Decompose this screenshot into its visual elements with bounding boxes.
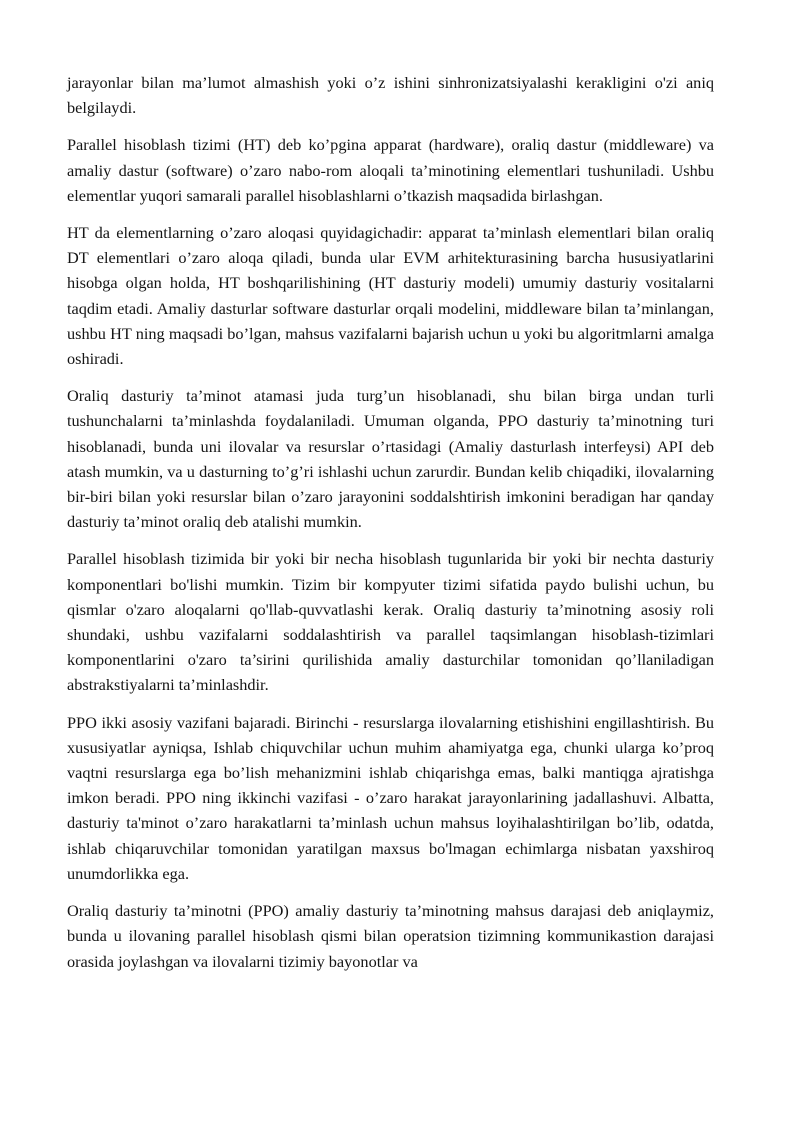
paragraph-3: HT da elementlarning o’zaro aloqasi quyidagichadir: apparat ta’minlash elementlari bilan oraliq DT elementlari o’zaro aloqa qiladi, bunda ular EVM arhitekturasining barcha hususiyatlarini hisobga olgan holda, HT boshqarilishining (HT dasturiy modeli) umumiy dasturiy vositalarni taqdim etadi. Amaliy dasturlar software dasturlar orqali modelini, middleware bilan ta’minlangan, ushbu HT ning maqsadi bo’lgan, mahsus vazifalarni bajarish uchun u yoki bu algoritmlarni amalga oshiradi.	[67, 223, 714, 369]
paragraph-2: Parallel hisoblash tizimi (HT) deb ko’pgina apparat (hardware), oraliq dastur (middleware) va amaliy dastur (software) o’zaro nabo-rom aloqali ta’minotining elementlari tushuniladi. Ushbu elementlar yuqori samarali parallel hisoblashlarni o’tkazish maqsadida birlashgan.	[67, 135, 714, 205]
paragraph-7: Oraliq dasturiy ta’minotni (PPO) amaliy dasturiy ta’minotning mahsus darajasi deb aniqlaymiz, bunda u ilovaning parallel hisoblash qismi bilan operatsion tizimning kommunikastion darajasi orasida joylashgan va ilovalarni tizimiy bayonotlar va	[67, 901, 714, 971]
paragraph-6: PPO ikki asosiy vazifani bajaradi. Birinchi - resurslarga ilovalarning etishishini engillashtirish. Bu xususiyatlar ayniqsa, Ishlab chiquvchilar uchun muhim ahamiyatga ega, chunki ularga ko’proq vaqtni resurslarga ega bo’lish mehanizmini ishlab chiqarishga emas, balki mantiqga ajratishga imkon beradi. PPO ning ikkinchi vazifasi - o’zaro harakat jarayonlarining jadallashuvi. Albatta, dasturiy ta'minot o’zaro harakatlarni ta’minlash uchun mahsus loyihalashtirilgan bo’lib, odatda, ishlab chiqaruvchilar tomonidan yaratilgan maxsus bo'lmagan echimlarga nisbatan yaxshiroq unumdorlikka ega.	[67, 712, 714, 883]
document-page	[67, 70, 714, 974]
paragraph-5: Parallel hisoblash tizimida bir yoki bir necha hisoblash tugunlarida bir yoki bir nechta dasturiy komponentlari bo'lishi mumkin. Tizim bir kompyuter tizimi sifatida paydo bulishi uchun, bu qismlar o'zaro aloqalarni qo'llab-quvvatlashi kerak. Oraliq dasturiy ta’minotning asosiy roli shundaki, ushbu vazifalarni soddalashtirish va parallel taqsimlangan hisoblash-tizimlari komponentlarini o'zaro ta’sirini qurilishida amaliy dasturchilar tomonidan qo’llaniladigan abstrakstiyalarni ta’minlashdir.	[67, 549, 714, 695]
paragraph-1: jarayonlar bilan ma’lumot almashish yoki o’z ishini sinhronizatsiyalashi kerakligini o'zi aniq belgilaydi.	[67, 73, 714, 118]
paragraph-4: Oraliq dasturiy ta’minot atamasi juda turg’un hisoblanadi, shu bilan birga undan turli tushunchalarni ta’minlashda foydalaniladi. Umuman olganda, PPO dasturiy ta’minotning turi hisoblanadi, bunda uni ilovalar va resurslar o’rtasidagi (Amaliy dasturlash interfeysi) API deb atash mumkin, va u dasturning to’g’ri ishlashi uchun zarurdir. Bundan kelib chiqadiki, ilovalarning bir-biri bilan yoki resurslar bilan o’zaro jarayonini soddalshtirish imkonini beradigan har qanday dasturiy ta’minot oraliq deb atalishi mumkin.	[67, 386, 714, 532]
